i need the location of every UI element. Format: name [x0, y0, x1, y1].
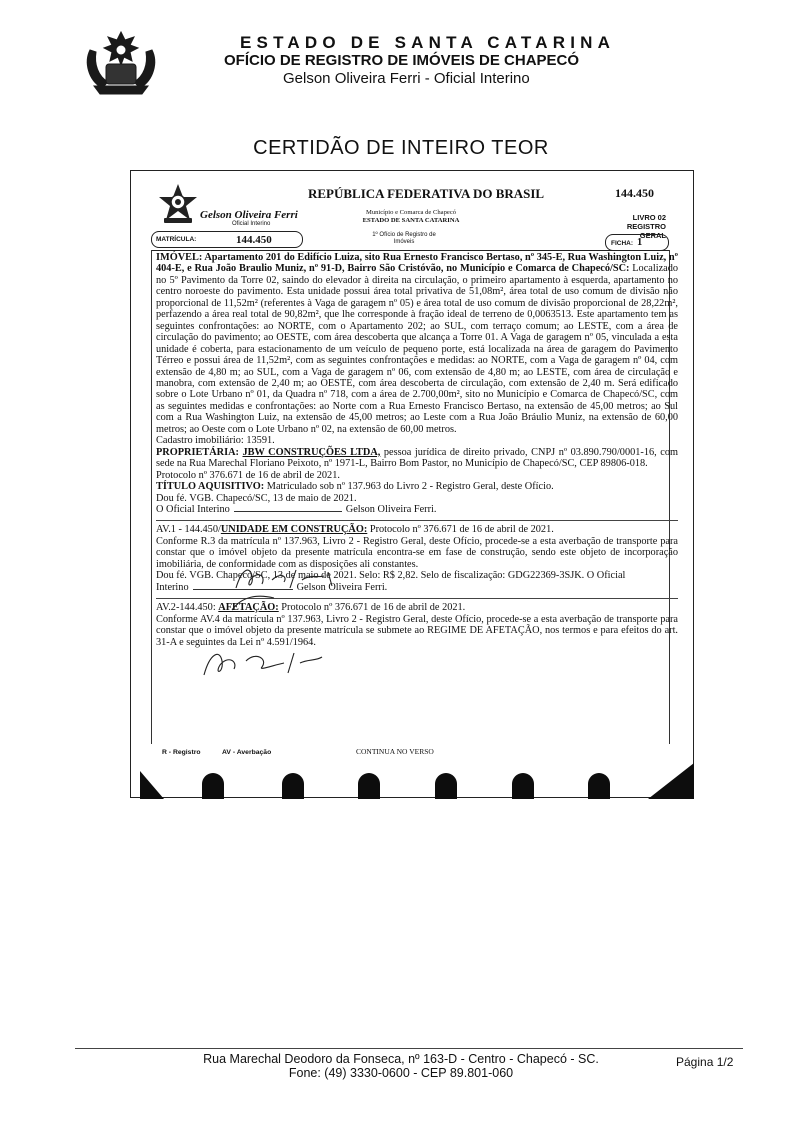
index-tab [282, 773, 304, 799]
av1-protocol: Protocolo nº 376.671 de 16 de abril de 2021. [367, 524, 554, 536]
divider [156, 520, 678, 521]
legend-averbacao: AV - Averbação [222, 749, 272, 756]
index-tab [435, 773, 457, 799]
corner-triangle-left [140, 771, 164, 799]
index-tab [202, 773, 224, 799]
proprietaria-name: JBW CONSTRUÇÕES LTDA, [242, 446, 381, 458]
signature-name: Gelson Oliveira Ferri [200, 209, 298, 221]
corner-triangle-right [648, 763, 694, 799]
proprietaria-text: pessoa jurídica de direito privado, CNPJ nº 03.890.790/0001-16, com sede na Rua Marechal Floriano Peixoto, nº 1971-L, Bairro Bom Pastor, no Município de Chapecó/SC, CEP 89806-018. [156, 446, 678, 470]
record-number: 144.450 [615, 186, 654, 200]
imovel-label: IMÓVEL: Apartamento 201 do Edifício Luiza, sito Rua Ernesto Francisco Bertaso, nº 345-E, Rua Washington Luiz, nº 404-E, e Rua João Braulio Muniz, nº 91-D, Bairro São Cristóvão, no Município e Comarca de Chapecó/SC: [156, 252, 678, 275]
av2-protocol: Protocolo nº 376.671 de 16 de abril de 2021. [278, 602, 466, 614]
imovel-text: Localizado no 5º Pavimento da Torre 02, saindo do elevador à direita na circulação, o primeiro apartamento à esquerda, apartamento no centro noroeste do pavimento. Esta unidade possui área total privativa de 51,08m², área total de uso comum de divisão não proporcional de 11,52m² (referentes à Vaga de garagem nº 05) e área total de uso comum de divisão proporcional de 28,22m², perfazendo a área real total de 90,82m², que lhe corresponde à fração ideal de terreno de 0,0063513. Este apartamento tem as seguintes confrontações: ao NORTE, com o Apartamento 202; ao SUL, com terraço comum; ao LESTE, com a área de circulação do pavimento; ao OESTE, com área descoberta que alcança a Torre 01. A Vaga de garagem nº 05, vinculada a esta unidade é coberta, para estacionamento de um veículo de pequeno porte, está localizada na área de garagem do Pavimento Térreo e possui área de 11,52m², com as seguintes confrontações e medidas: ao NORTE, com a Vaga de garagem nº 04, com extensão de 4,80 m; ao SUL, com a Vaga de garagem nº 06, com extensão de 4,80 m; ao LESTE, com área de circulação e manobra, com extensão de 2,40 m; ao OESTE, com área descoberta de circulação, com extensão de 2,40 m. Será edificado sobre o Lote Urbano nº 01, da Quadra nº 718, com a área de 2.700,00m², sito no Município e Comarca de Chapecó/SC, com as seguintes medidas e confrontações: ao Norte com a Rua Ernesto Francisco Bertaso, na extensão de 45,00 metros; ao Sul com a Rua Washington Luiz, na extensão de 45,00 metros; ao Leste com a Rua João Bráulio Muniz, na extensão de 60,00 metros; ao Oeste com o Lote Urbano nº 02, na extensão de 60,00 metros. [156, 263, 679, 435]
av1-doufe: Dou fé. VGB. Chapecó/SC, 13 de maio de 2021. Selo: R$ 2,82. Selo de fiscalização: GDG22369-3SJK. O Oficial [156, 570, 626, 582]
av2-prefix: AV.2-144.450: [156, 602, 216, 614]
av2-text: Conforme AV.4 da matrícula nº 137.963, Livro 2 - Registro Geral, deste Ofício, procede-se a esta averbação de transporte para constar que o imóvel objeto da presente matrícula se submete ao REGIME DE AFETAÇÃO, nos termos e para efeitos do art. 31-A e seguintes da Lei nº 4.591/1964. [156, 613, 678, 648]
header-divider [151, 250, 670, 251]
address-line: Rua Marechal Deodoro da Fonseca, nº 163-D - Centro - Chapecó - SC. [203, 1052, 599, 1066]
office-name: OFÍCIO DE REGISTRO DE IMÓVEIS DE CHAPECÓ [224, 52, 580, 69]
index-tab [358, 773, 380, 799]
proprietaria-label: PROPRIETÁRIA: [156, 446, 239, 458]
proprietaria-paragraph [156, 447, 678, 470]
dou-fe: Dou fé. VGB. Chapecó/SC, 13 de maio de 2021. [156, 492, 357, 504]
index-tab [588, 773, 610, 799]
page-number: Página 1/2 [676, 1055, 734, 1069]
book-label: LIVRO 02 [632, 213, 666, 222]
oficial-line [156, 504, 678, 515]
signature-scrawl [232, 562, 352, 592]
footer-divider [75, 1048, 743, 1049]
oficial-label: O Oficial Interino [156, 503, 230, 515]
state-name: ESTADO DE SANTA CATARINA [240, 33, 616, 52]
oficial-name: Gelson Oliveira Ferri. [345, 503, 437, 515]
ficha-value: 1 [637, 237, 643, 248]
titulo-text: Matriculado sob nº 137.963 do Livro 2 - Registro Geral, deste Ofício. [264, 481, 554, 493]
registry-office: 1º Ofício de Registro de Imóveis [372, 232, 436, 245]
av1-prefix: AV.1 - 144.450/ [156, 524, 221, 536]
av1-name: Gelson Oliveira Ferri. [296, 581, 388, 593]
official-name: Gelson Oliveira Ferri - Oficial Interino [283, 70, 530, 87]
legend-registro: R - Registro [162, 749, 201, 756]
av1-label: UNIDADE EM CONSTRUÇÃO: [220, 524, 368, 536]
titulo-label: TÍTULO AQUISITIVO: [156, 481, 265, 493]
av2-label: AFETAÇÃO: [218, 602, 279, 614]
certificate-title: CERTIDÃO DE INTEIRO TEOR [253, 137, 549, 159]
register-label: REGISTRO GERAL [626, 222, 666, 240]
continue-note: CONTINUA NO VERSO [356, 747, 434, 756]
phone-line: Fone: (49) 3330-0600 - CEP 89.801-060 [288, 1066, 514, 1080]
ficha-label: FICHA: [611, 240, 634, 247]
body-left-border [151, 250, 152, 744]
state-line: ESTADO DE SANTA CATARINA [362, 216, 460, 224]
signature-role: Oficial Interino [232, 221, 271, 227]
index-tab [512, 773, 534, 799]
protocolo: Protocolo nº 376.671 de 16 de abril de 2021. [156, 469, 340, 481]
cadastro: Cadastro imobiliário: 13591. [156, 435, 275, 447]
coat-of-arms-icon [80, 28, 162, 98]
av1-text: Conforme R.3 da matrícula nº 137.963, Livro 2 - Registro Geral, deste Ofício, procede-se a esta averbação de transporte para constar que o imóvel objeto da presente matrícula encontra-se em fase de construção, sendo este objeto de incorporação imobiliária, de conformidade com as disposições ali constantes. [156, 535, 678, 570]
signature-scrawl [198, 645, 328, 679]
matricula-value: 144.450 [236, 234, 272, 246]
titulo-paragraph [156, 481, 678, 492]
imovel-paragraph [156, 252, 678, 435]
av1-head [156, 524, 678, 535]
municipality [358, 209, 464, 224]
brazil-arms-icon [156, 182, 200, 226]
republic-title: REPÚBLICA FEDERATIVA DO BRASIL [308, 186, 545, 201]
signature-scrawl [228, 592, 278, 614]
municipality-line: Município e Comarca de Chapecó [365, 209, 457, 216]
page-tabs [140, 763, 694, 799]
av1-interino: Interino [156, 581, 189, 593]
matricula-label: MATRÍCULA: [156, 236, 197, 243]
